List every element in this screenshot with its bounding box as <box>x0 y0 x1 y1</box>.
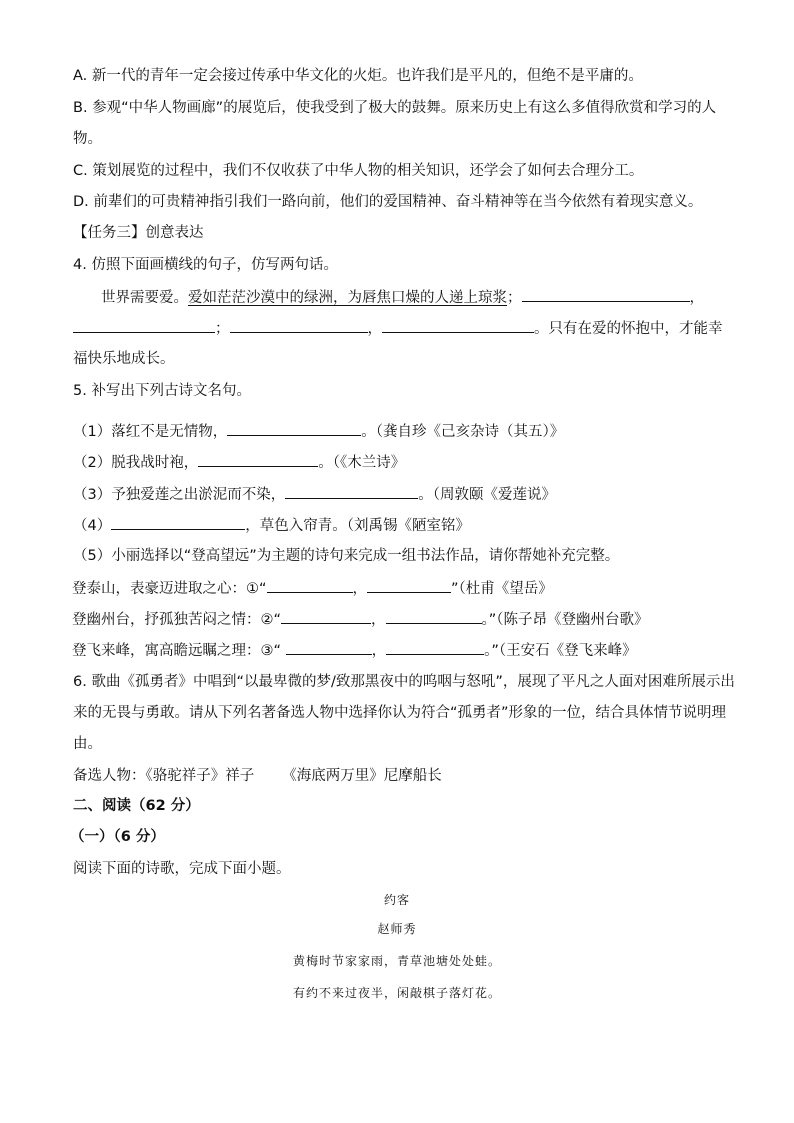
q5-item-5: （5）小丽选择以“登高望远”为主题的诗句来完成一组书法作品，请你帮她补充完整。 <box>73 548 620 564</box>
poem-line-1: 黄梅时节家家雨，青草池塘处处蛙。 <box>292 954 501 968</box>
q5-row-1-source: ”（杜甫《望岳》 <box>451 581 553 597</box>
q5-blank-7b[interactable] <box>386 640 484 655</box>
q5-item-4-source: ，草色入帘青。（刘禹锡《陋室铭》 <box>245 518 470 534</box>
q4-sep2: ； <box>215 321 230 337</box>
q5-item-2 <box>73 452 405 473</box>
q4-prompt: 4. 仿照下面画横线的句子，仿写两句话。 <box>73 257 338 273</box>
q5-item-4-num: （4） <box>73 518 112 534</box>
q5-item-4 <box>73 515 470 536</box>
section-2-heading: 二、阅读（62 分） <box>73 798 200 814</box>
q5-blank-6b[interactable] <box>386 609 482 624</box>
q5-row-3-text: 登飞来峰，寓高瞻远瞩之理：③“ <box>72 643 286 659</box>
option-b-line1: B. 参观“中华人物画廊”的展览后，使我受到了极大的鼓舞。原来历史上有这么多值得欣赏和学习的人 <box>73 100 717 116</box>
q5-row-2 <box>72 609 649 630</box>
q4-blank-2[interactable] <box>73 318 215 333</box>
q5-blank-5a[interactable] <box>267 578 353 593</box>
q4-lead: 世界需要爱。 <box>101 290 188 306</box>
q4-tail: 。只有在爱的怀抱中，才能幸 <box>534 321 723 337</box>
q5-blank-2[interactable] <box>198 452 318 467</box>
poem-author: 赵师秀 <box>377 922 417 936</box>
q4-comma: ， <box>689 290 704 306</box>
q6-option-1: 《骆驼祥子》祥子 <box>145 768 255 784</box>
q5-item-1 <box>73 421 564 442</box>
q6-line2: 来的无畏与勇敢。请从下列名著备选人物中选择你认为符合“孤勇者”形象的一位，结合具体情节说明理 <box>73 705 727 721</box>
option-d: D. 前辈们的可贵精神指引我们一路向前，他们的爱国精神、奋斗精神等在当今依然有着现实意义。 <box>73 194 703 210</box>
q4-comma2: ， <box>367 321 382 337</box>
option-b-line2: 物。 <box>73 131 102 147</box>
q5-prompt: 5. 补写出下列古诗文名句。 <box>73 383 251 399</box>
q4-blank-1[interactable] <box>522 287 690 302</box>
reading-instruction: 阅读下面的诗歌，完成下面小题。 <box>73 861 291 877</box>
q4-line2 <box>73 318 723 339</box>
q5-blank-5b[interactable] <box>367 578 451 593</box>
q6-line3: 由。 <box>73 736 102 752</box>
q4-line1 <box>101 287 704 308</box>
q5-row-2-source: 。”（陈子昂《登幽州台歌》 <box>481 612 649 628</box>
poem-title: 约客 <box>383 893 410 907</box>
q5-row-1 <box>72 578 553 599</box>
q5-blank-1[interactable] <box>227 421 361 436</box>
q4-blank-3[interactable] <box>230 318 368 333</box>
q5-blank-6a[interactable] <box>281 609 371 624</box>
q6-options-label: 备选人物： <box>73 768 146 784</box>
q5-item-1-source: 。（龚自珍《己亥杂诗（其五）》 <box>361 424 565 440</box>
q4-underlined-sentence: 爱如茫茫沙漠中的绿洲，为唇焦口燥的人递上琼浆 <box>188 290 507 306</box>
q5-row-1-text: 登泰山，表豪迈进取之心：①“ <box>72 581 267 597</box>
q4-sep: ； <box>507 290 522 306</box>
poem-line-2: 有约不来过夜半，闲敲棋子落灯花。 <box>292 986 501 1000</box>
q5-row-3 <box>72 640 637 661</box>
q5-item-1-text: （1）落红不是无情物， <box>73 424 228 440</box>
q5-row-3-comma: ， <box>371 643 387 659</box>
q5-row-3-source: 。”（王安石《登飞来峰》 <box>484 643 637 659</box>
q5-item-3-text: （3）予独爱莲之出淤泥而不染， <box>73 487 286 503</box>
q5-item-2-source: 。（《木兰诗》 <box>318 455 406 471</box>
q6-line1: 6. 歌曲《孤勇者》中唱到“以最卑微的梦/致那黑夜中的呜咽与怒吼”，展现了平凡之人面对困难所展示出 <box>73 674 735 690</box>
q6-options <box>73 766 442 786</box>
q5-blank-3[interactable] <box>285 484 418 499</box>
q5-blank-4[interactable] <box>111 515 245 530</box>
q6-option-2: 《海底两万里》尼摩船长 <box>282 768 442 784</box>
q5-blank-7a[interactable] <box>286 640 372 655</box>
q5-row-2-comma: ， <box>371 612 386 628</box>
q5-item-2-text: （2）脱我战时袍， <box>73 455 199 471</box>
q5-row-2-text: 登幽州台，抒孤独苦闷之情：②“ <box>72 612 282 628</box>
q5-item-3-source: 。（周敦颐《爱莲说》 <box>418 487 556 503</box>
task3-heading: 【任务三】创意表达 <box>73 225 204 241</box>
q4-line3: 福快乐地成长。 <box>73 351 175 367</box>
option-a: A. 新一代的青年一定会接过传承中华文化的火炬。也许我们是平凡的，但绝不是平庸的。 <box>73 68 643 84</box>
q4-blank-4[interactable] <box>382 318 534 333</box>
q5-item-3 <box>73 484 556 505</box>
option-c: C. 策划展览的过程中，我们不仅收获了中华人物的相关知识，还学会了如何去合理分工。 <box>73 163 644 179</box>
q5-row-1-comma: ， <box>352 581 368 597</box>
part-1-heading: （一）（6 分） <box>70 829 165 845</box>
